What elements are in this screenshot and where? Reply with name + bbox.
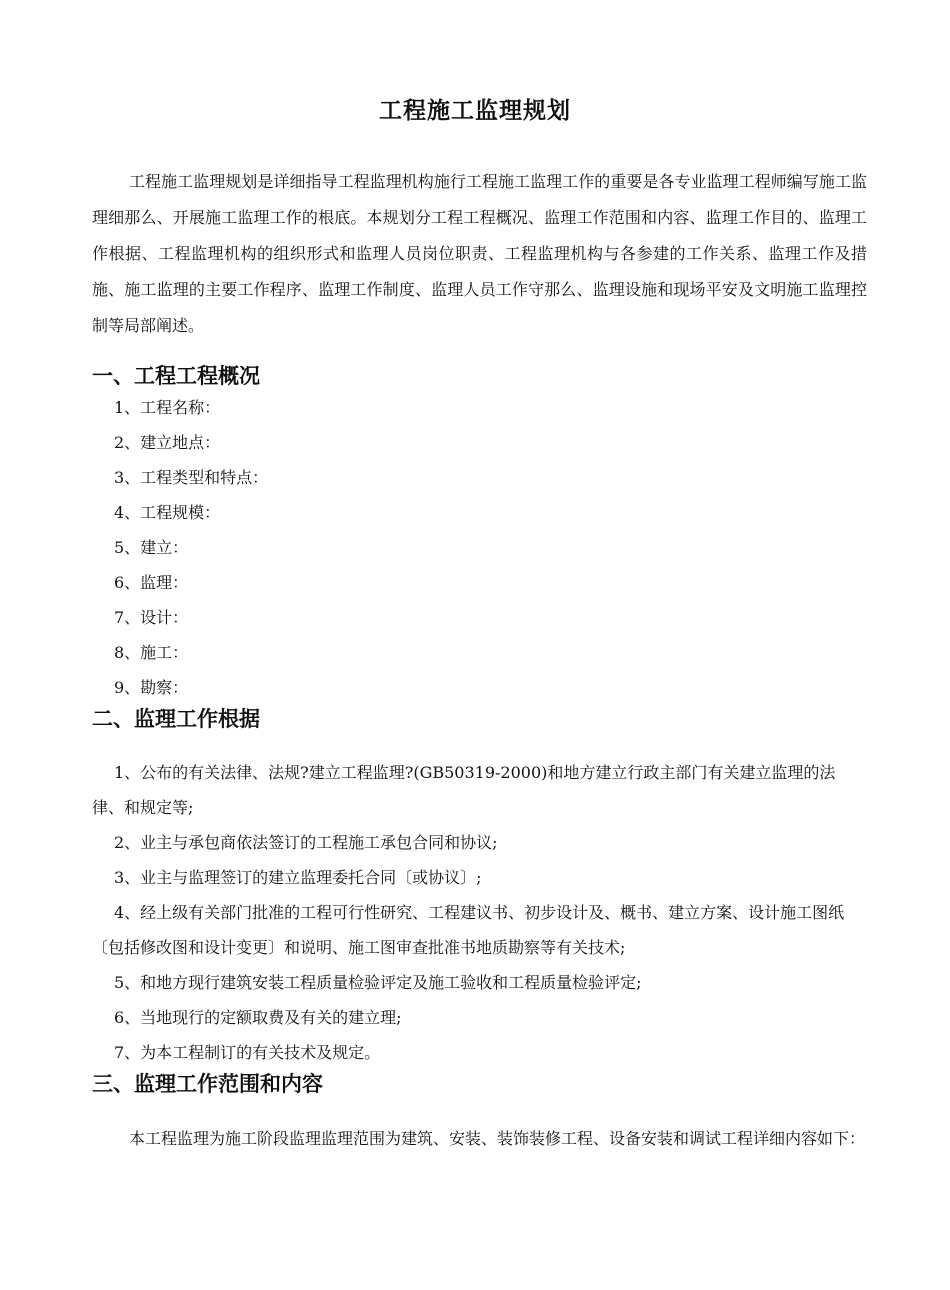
list-item: 3、业主与监理签订的建立监理委托合同〔或协议〕; <box>114 868 482 887</box>
list-item: 6、监理： <box>114 573 189 592</box>
section1-list <box>92 390 867 705</box>
list-item: 7、为本工程制订的有关技术及规定。 <box>114 1043 381 1062</box>
section2-list <box>92 755 867 1070</box>
list-item: 4、经上级有关部门批准的工程可行性研究、工程建议书、初步设计及、概书、建立方案、设计施工图纸〔包括修改图和设计变更〕和说明、施工图审查批准书地质勘察等有关技术; <box>92 903 845 957</box>
list-item: 2、业主与承包商依法签订的工程施工承包合同和协议; <box>114 833 498 852</box>
list-item: 8、施工： <box>114 643 189 662</box>
section3-heading: 三、监理工作范围和内容 <box>92 1072 323 1096</box>
list-item: 7、设计： <box>114 608 189 627</box>
section1-heading: 一、工程工程概况 <box>92 364 260 388</box>
section3-paragraph: 本工程监理为施工阶段监理监理范围为建筑、安装、装饰装修工程、设备安装和调试工程详细内容如下： <box>129 1129 866 1148</box>
list-item: 2、建立地点： <box>114 433 221 452</box>
list-item: 3、工程类型和特点： <box>114 468 269 487</box>
list-item: 5、和地方现行建筑安装工程质量检验评定及施工验收和工程质量检验评定; <box>114 973 642 992</box>
list-item: 5、建立： <box>114 538 189 557</box>
list-item: 1、工程名称： <box>114 398 221 417</box>
document-title: 工程施工监理规划 <box>379 98 571 124</box>
intro-paragraph: 工程施工监理规划是详细指导工程监理机构施行工程施工监理工作的重要是各专业监理工程师编写施工监理细那么、开展施工监理工作的根底。本规划分工程工程概况、监理工作范围和内容、监理工作目的、监理工作根据、工程监理机构的组织形式和监理人员岗位职责、工程监理机构与各参建的工作关系、监理工作及措施、施工监理的主要工作程序、监理工作制度、监理人员工作守那么、监理设施和现场平安及文明施工监理控制等局部阐述。 <box>92 172 867 335</box>
section2-heading: 二、监理工作根据 <box>92 707 260 731</box>
list-item: 6、当地现行的定额取费及有关的建立理; <box>114 1008 402 1027</box>
list-item: 1、公布的有关法律、法规?建立工程监理?(GB50319-2000)和地方建立行政主部门有关建立监理的法律、和规定等; <box>92 763 836 817</box>
list-item: 4、工程规模： <box>114 503 221 522</box>
list-item: 9、勘察： <box>114 678 189 697</box>
